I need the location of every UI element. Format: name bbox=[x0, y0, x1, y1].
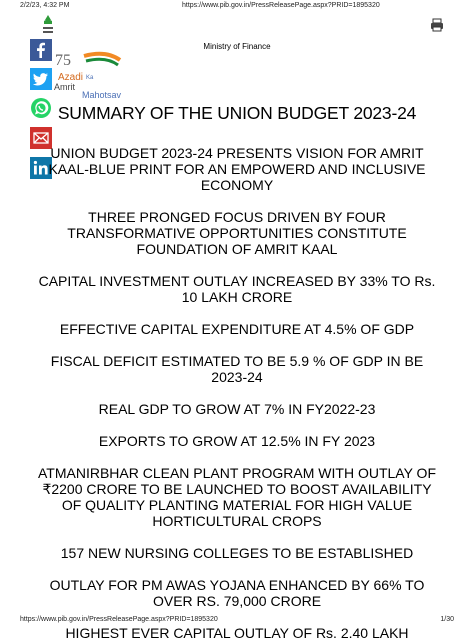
summary-point: HIGHEST EVER CAPITAL OUTLAY OF Rs. 2.40 LAKH bbox=[65, 625, 409, 641]
summary-point: 157 NEW NURSING COLLEGES TO BE ESTABLISHED bbox=[60, 545, 414, 561]
page-title: SUMMARY OF THE UNION BUDGET 2023-24 bbox=[57, 103, 417, 123]
logo-amrit: Amrit bbox=[54, 82, 75, 92]
pib-logo-icon[interactable] bbox=[40, 14, 56, 36]
azadi-ka-amrit-mahotsav-logo bbox=[54, 48, 134, 104]
twitter-icon[interactable] bbox=[30, 68, 52, 90]
logo-number: 75 bbox=[55, 52, 71, 69]
summary-point: REAL GDP TO GROW AT 7% IN FY2022-23 bbox=[98, 401, 376, 417]
logo-ka: Ka bbox=[86, 75, 94, 81]
page-number: 1/30 bbox=[440, 616, 454, 623]
logo-azadi: Azadi bbox=[58, 72, 84, 83]
footer-url: https://www.pib.gov.in/PressReleasePage.aspx?PRID=1895320 bbox=[20, 616, 218, 623]
logo-mahotsav: Mahotsav bbox=[82, 90, 122, 100]
summary-points bbox=[34, 145, 440, 641]
summary-point: ATMANIRBHAR CLEAN PLANT PROGRAM WITH OUTLAY OF ₹2200 CRORE TO BE LAUNCHED TO BOOST AVAILABILITY OF QUALITY PLANTING MATERIAL FOR HIGH VALUE HORTICULTURAL CROPS bbox=[37, 465, 436, 529]
print-icon[interactable] bbox=[430, 18, 444, 32]
ministry-name: Ministry of Finance bbox=[203, 42, 271, 51]
summary-point: CAPITAL INVESTMENT OUTLAY INCREASED BY 33% TO Rs. 10 LAKH CRORE bbox=[38, 273, 436, 305]
print-datetime: 2/2/23, 4:32 PM bbox=[20, 2, 70, 9]
summary-point: OUTLAY FOR PM AWAS YOJANA ENHANCED BY 66% TO OVER RS. 79,000 CRORE bbox=[49, 577, 425, 609]
summary-point: EXPORTS TO GROW AT 12.5% IN FY 2023 bbox=[98, 433, 376, 449]
print-url: https://www.pib.gov.in/PressReleasePage.aspx?PRID=1895320 bbox=[182, 2, 380, 9]
summary-point: UNION BUDGET 2023-24 PRESENTS VISION FOR AMRIT KAAL-BLUE PRINT FOR AN EMPOWERD AND INCLUSIVE ECONOMY bbox=[48, 145, 426, 193]
summary-point: THREE PRONGED FOCUS DRIVEN BY FOUR TRANSFORMATIVE OPPORTUNITIES CONSTITUTE FOUNDATION OF AMRIT KAAL bbox=[67, 209, 407, 257]
facebook-icon[interactable] bbox=[30, 39, 52, 61]
summary-point: FISCAL DEFICIT ESTIMATED TO BE 5.9 % OF GDP IN BE 2023-24 bbox=[50, 353, 424, 385]
summary-point: EFFECTIVE CAPITAL EXPENDITURE AT 4.5% OF GDP bbox=[59, 321, 415, 337]
